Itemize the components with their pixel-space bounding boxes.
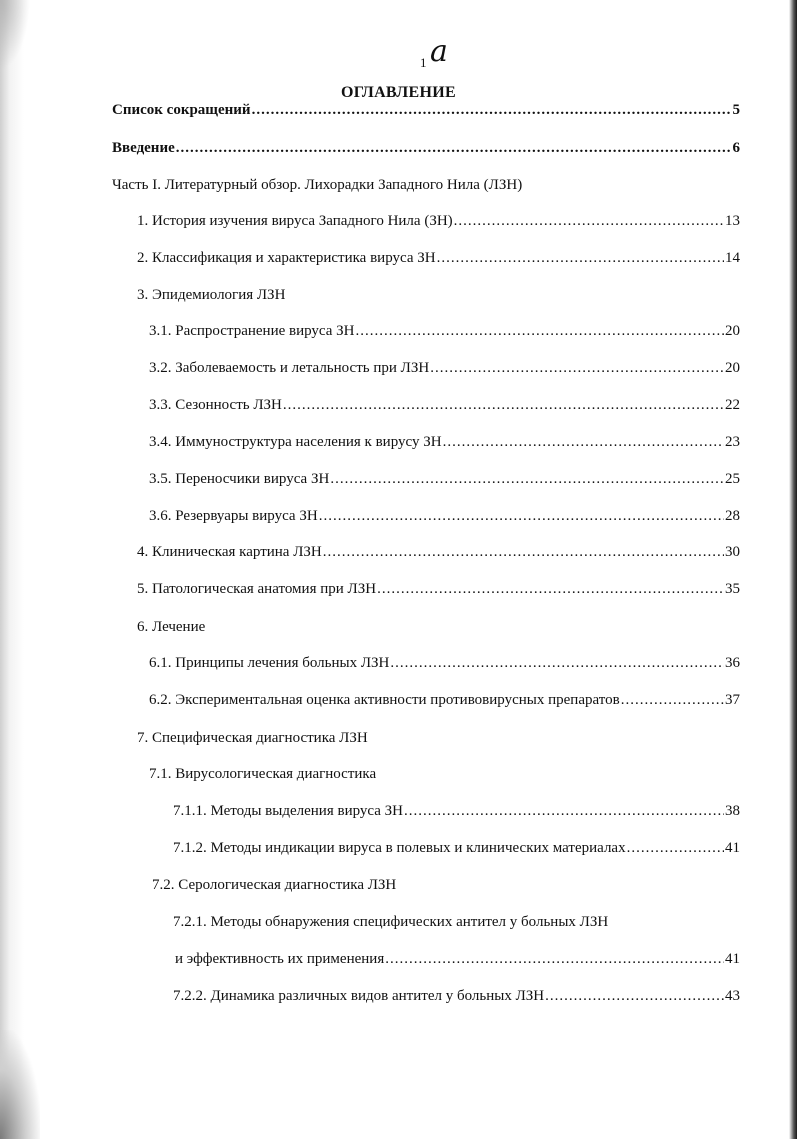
scan-smudge-bottom [0, 1030, 40, 1139]
toc-entry: Введение ..... 6 [112, 140, 740, 157]
handwritten-mark: a [430, 34, 448, 69]
toc-section-heading: 7. Специфическая диагностика ЛЗН [137, 730, 368, 746]
page-number: 1 [420, 55, 427, 70]
toc-subsection-heading: 7.2. Серологическая диагностика ЛЗН [152, 877, 397, 893]
toc-entry: 7.1.2. Методы индикации вируса в полевых и клинических материалах ..... 41 [173, 840, 740, 857]
toc-entry: 3.2. Заболеваемость и летальность при ЛЗН ..... 20 [149, 360, 740, 377]
toc-entry: 7.2.2. Динамика различных видов антител у больных ЛЗН ..... 43 [173, 988, 740, 1005]
toc-section-heading: Часть I. Литературный обзор. Лихорадки Западного Нила (ЛЗН) [112, 177, 523, 193]
toc-entry: 3.6. Резервуары вируса ЗН ..... 28 [149, 508, 740, 525]
toc-entry: 1. История изучения вируса Западного Нила (ЗН) ..... 13 [137, 213, 740, 230]
scan-right-edge [789, 0, 797, 1139]
toc-entry: 3.5. Переносчики вируса ЗН ..... 25 [149, 471, 740, 488]
page-title: ОГЛАВЛЕНИЕ [341, 84, 456, 101]
toc-subsection-heading: 7.1. Вирусологическая диагностика [149, 766, 377, 782]
scan-smudge-top [0, 0, 30, 70]
toc-entry: 4. Клиническая картина ЛЗН ..... 30 [137, 544, 740, 561]
toc-entry: 3.4. Иммуноструктура населения к вирусу ЗН ..... 23 [149, 434, 740, 451]
toc-entry: и эффективность их применения ..... 41 [175, 951, 740, 968]
toc-entry-line1: 7.2.1. Методы обнаружения специфических антител у больных ЛЗН [173, 914, 609, 930]
toc-entry: 2. Классификация и характеристика вируса ЗН ..... 14 [137, 250, 740, 267]
toc-entry: 6.1. Принципы лечения больных ЛЗН ..... 36 [149, 655, 740, 672]
toc-entry: 7.1.1. Методы выделения вируса ЗН ..... 38 [173, 803, 740, 820]
toc-entry: 3.1. Распространение вируса ЗН ..... 20 [149, 323, 740, 340]
toc-section-heading: 6. Лечение [137, 619, 206, 635]
scan-left-edge [0, 0, 24, 1139]
toc-entry: 5. Патологическая анатомия при ЛЗН ..... 35 [137, 581, 740, 598]
toc-entry: 6.2. Экспериментальная оценка активности противовирусных препаратов ..... 37 [149, 692, 740, 709]
toc-entry: Список сокращений ..... 5 [112, 102, 740, 119]
toc-section-heading: 3. Эпидемиология ЛЗН [137, 287, 286, 303]
toc-entry: 3.3. Сезонность ЛЗН ..... 22 [149, 397, 740, 414]
